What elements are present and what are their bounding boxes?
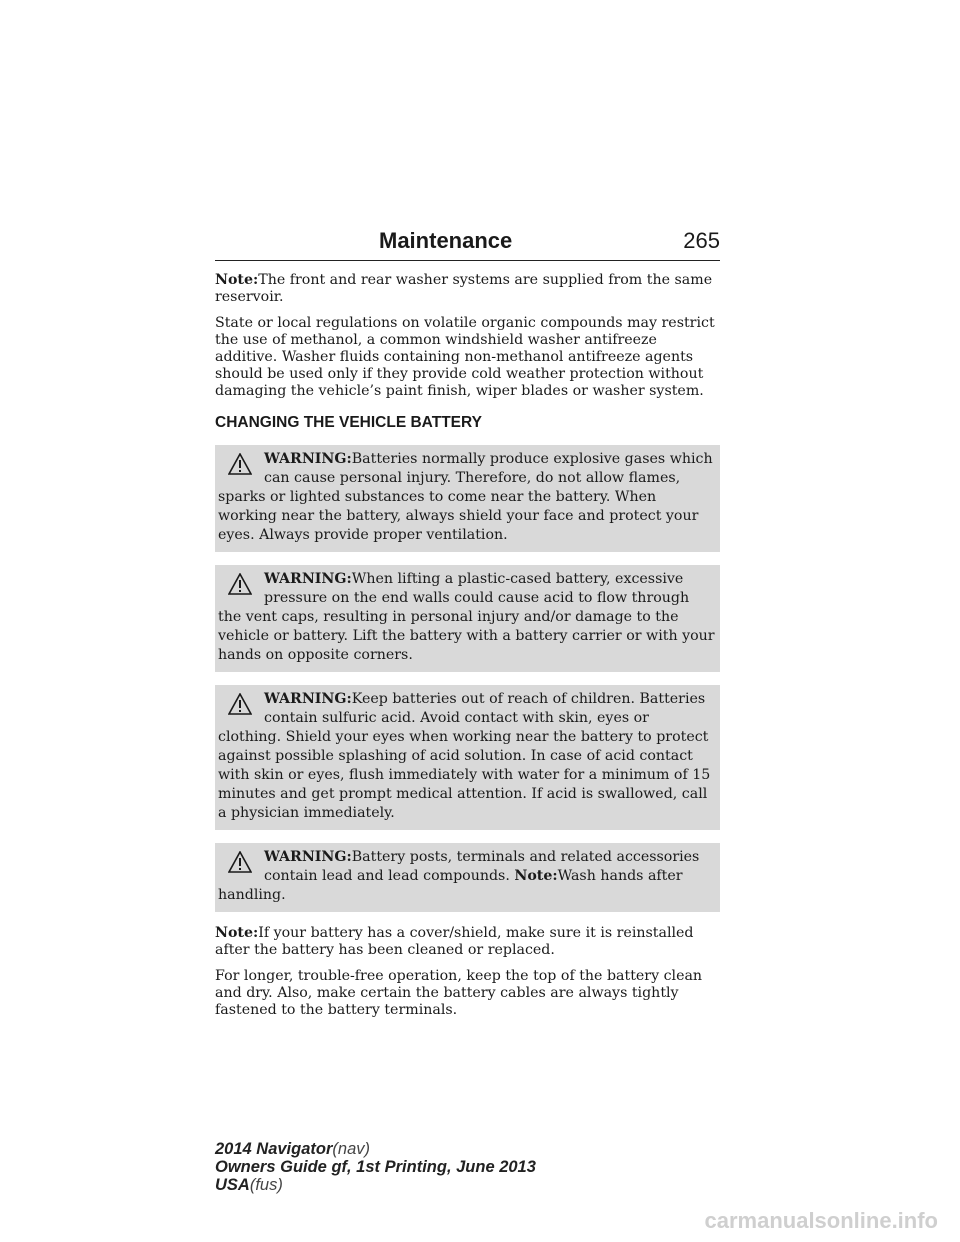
footer-market-code: (fus): [249, 1176, 283, 1194]
warning-box: [215, 445, 720, 552]
page-content: [215, 272, 720, 1028]
page-footer: [215, 1140, 536, 1194]
section-heading: CHANGING THE VEHICLE BATTERY: [215, 414, 482, 431]
warning-note-text: Wash hands after handling.: [218, 868, 683, 903]
note-text: If your battery has a cover/shield, make sure it is reinstalled after the battery has been cleaned or replaced.: [215, 925, 694, 958]
warning-text: Keep batteries out of reach of children. Batteries contain sulfuric acid. Avoid contact with skin, eyes or clothing. Shield your eyes when working near the battery to protect against possible splashing of acid solution. In case of acid contact with skin or eyes, flush immediately with water for a minimum of 15 minutes and get prompt medical attention. If acid is swallowed, call a physician immediately.: [218, 691, 711, 821]
warning-label: WARNING:: [264, 571, 352, 587]
note-label: Note:: [215, 272, 259, 288]
warning-text: When lifting a plastic-cased battery, excessive pressure on the end walls could cause acid to flow through the vent caps, resulting in personal injury and/or damage to the vehicle or battery. Lift the battery with a battery carrier or with your hands on opposite corners.: [218, 571, 715, 663]
footer-model: 2014 Navigator: [215, 1140, 333, 1158]
page-number: 265: [683, 228, 720, 253]
warning-triangle-icon: [218, 848, 264, 884]
footer-line-3: [215, 1176, 536, 1194]
note-text: The front and rear washer systems are supplied from the same reservoir.: [215, 272, 713, 305]
body-paragraph: For longer, trouble-free operation, keep the top of the battery clean and dry. Also, make certain the battery cables are always tightly fastened to the battery terminals.: [215, 968, 703, 1018]
warning-triangle-icon: [218, 450, 264, 486]
section-title-header: Maintenance: [379, 228, 513, 253]
warning-box: [215, 565, 720, 672]
warning-text: Battery posts, terminals and related accessories contain lead and lead compounds.: [264, 849, 700, 884]
note-label: Note:: [215, 925, 259, 941]
warning-triangle-icon: [218, 570, 264, 606]
note-paragraph: [215, 925, 720, 959]
footer-line-1: [215, 1140, 536, 1158]
footer-market: USA: [215, 1176, 250, 1194]
warning-label: WARNING:: [264, 691, 352, 707]
warning-text: Batteries normally produce explosive gases which can cause personal injury. Therefore, do not allow flames, sparks or lighted substances to come near the battery. When working near the battery, always shield your face and protect your eyes. Always provide proper ventilation.: [218, 451, 713, 543]
footer-model-code: (nav): [332, 1140, 370, 1158]
warning-label: WARNING:: [264, 451, 352, 467]
warning-note-label: Note:: [514, 868, 558, 884]
warning-triangle-icon: [218, 690, 264, 726]
page-header: [215, 228, 720, 261]
body-paragraph: State or local regulations on volatile organic compounds may restrict the use of methanol, a common windshield washer antifreeze additive. Washer fluids containing non-methanol antifreeze agents should be used only if they provide cold weather protection without damaging the vehicle’s paint finish, wiper blades or washer system.: [215, 315, 715, 399]
footer-line-2: Owners Guide gf, 1st Printing, June 2013: [215, 1158, 536, 1176]
warning-box: [215, 843, 720, 912]
warning-label: WARNING:: [264, 849, 352, 865]
watermark-text: carmanualsonline.info: [704, 1208, 938, 1233]
note-paragraph: [215, 272, 720, 306]
warning-box: [215, 685, 720, 830]
